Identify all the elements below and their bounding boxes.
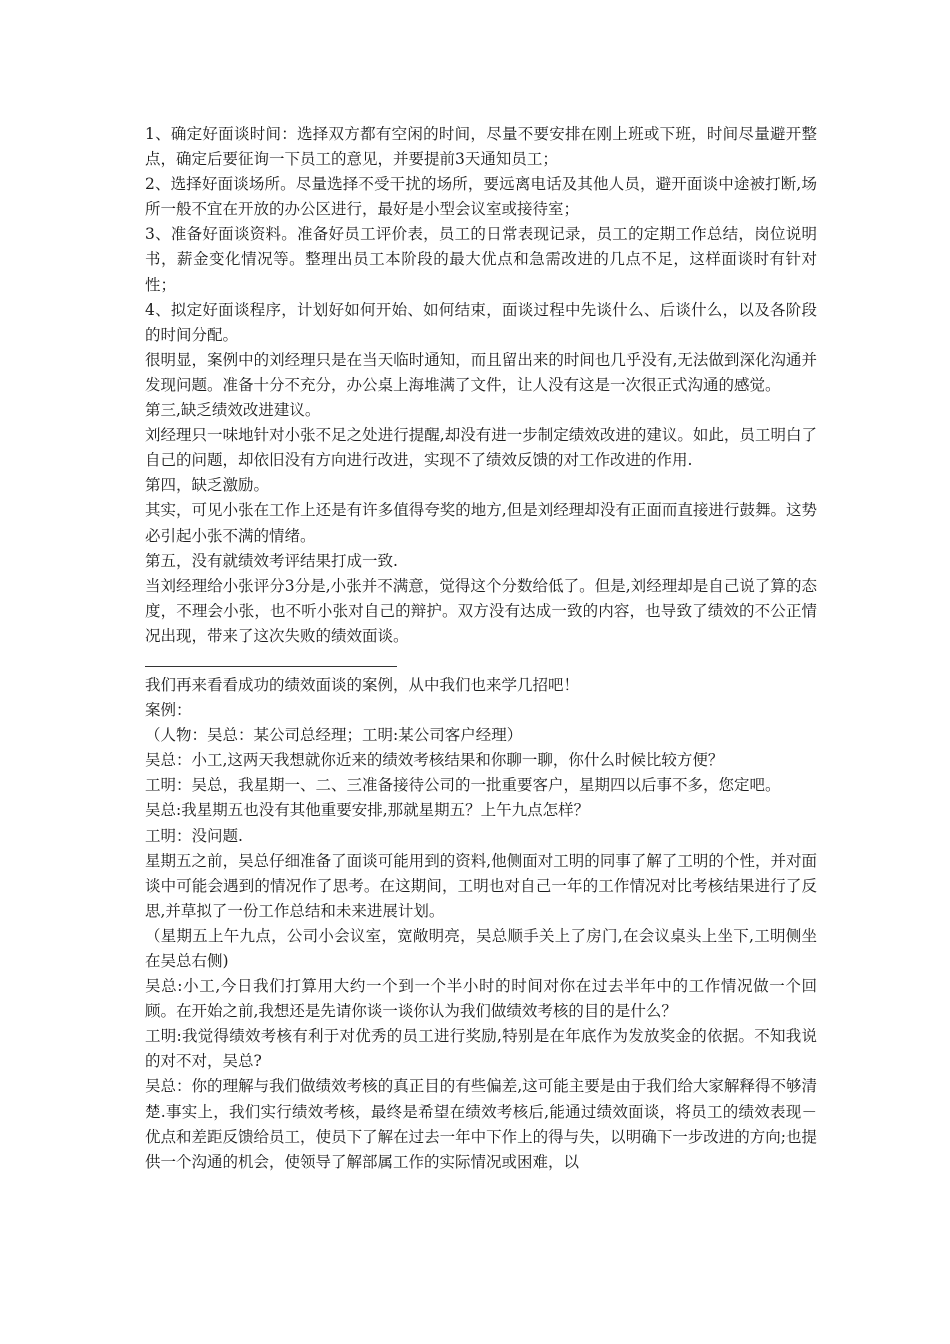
paragraph: 4、拟定好面谈程序，计划好如何开始、如何结束，面谈过程中先谈什么、后谈什么，以及各阶段的时间分配。 <box>145 300 817 344</box>
paragraph: （人物：吴总：某公司总经理；工明:某公司客户经理） <box>145 726 523 745</box>
paragraph: 吴总:小工,今日我们打算用大约一个到一个半小时的时间对你在过去半年中的工作情况做一个回顾。在开始之前,我想还是先请你谈一谈你认为我们做绩效考核的目的是什么？ <box>145 977 817 1021</box>
paragraph: 吴总:我星期五也没有其他重要安排,那就星期五？上午九点怎样？ <box>145 801 590 820</box>
paragraph: 很明显，案例中的刘经理只是在当天临时通知，而且留出来的时间也几乎没有,无法做到深化沟通并发现问题。准备十分不充分，办公桌上海堆满了文件，让人没有这是一次很正式沟通的感觉。 <box>145 350 817 394</box>
paragraph: 工明：吴总，我星期一、二、三准备接待公司的一批重要客户，星期四以后事不多，您定吧。 <box>145 776 781 795</box>
paragraph: 第五，没有就绩效考评结果打成一致. <box>145 551 398 570</box>
paragraph: 星期五之前，吴总仔细准备了面谈可能用到的资料,他侧面对工明的同事了解了工明的个性，并对面谈中可能会遇到的情况作了思考。在这期间，工明也对自己一年的工作情况对比考核结果进行了反思,并草拟了一份工作总结和未来进展计划。 <box>145 851 817 920</box>
paragraph: （星期五上午九点，公司小会议室，宽敞明亮，吴总顺手关上了房门,在会议桌头上坐下,工明侧坐在吴总右侧) <box>145 926 817 970</box>
paragraph: 第三,缺乏绩效改进建议。 <box>145 401 321 420</box>
section-after <box>145 673 817 1175</box>
paragraph: 吴总：小工,这两天我想就你近来的绩效考核结果和你聊一聊，你什么时候比较方便？ <box>145 751 724 770</box>
paragraph: 刘经理只一味地针对小张不足之处进行提醒,却没有进一步制定绩效改进的建议。如此，员工明白了自己的问题，却依旧没有方向进行改进，实现不了绩效反馈的对工作改进的作用. <box>145 426 817 470</box>
paragraph: 案例： <box>145 701 192 720</box>
paragraph: 工明:我觉得绩效考核有利于对优秀的员工进行奖励,特别是在年底作为发放奖金的依据。不知我说的对不对，吴总? <box>145 1027 817 1071</box>
paragraph: 第四，缺乏激励。 <box>145 476 270 495</box>
paragraph: 当刘经理给小张评分3分是,小张并不满意，觉得这个分数给低了。但是,刘经理却是自己说了算的态度，不理会小张，也不听小张对自己的辩护。双方没有达成一致的内容，也导致了绩效的不公正情况出现，带来了这次失败的绩效面谈。 <box>145 576 817 645</box>
paragraph: 我们再来看看成功的绩效面谈的案例，从中我们也来学几招吧！ <box>145 675 580 694</box>
paragraph: 工明：没问题. <box>145 826 243 845</box>
document-body <box>145 122 817 1175</box>
section-divider <box>145 666 397 667</box>
section-before <box>145 122 817 649</box>
paragraph: 3、准备好面谈资料。准备好员工评价表，员工的日常表现记录，员工的定期工作总结，岗位说明书，薪金变化情况等。整理出员工本阶段的最大优点和急需改进的几点不足，这样面谈时有针对性； <box>145 225 817 294</box>
paragraph: 其实，可见小张在工作上还是有许多值得夸奖的地方,但是刘经理却没有正面而直接进行鼓舞。这势必引起小张不满的情绪。 <box>145 501 817 545</box>
paragraph: 吴总：你的理解与我们做绩效考核的真正目的有些偏差,这可能主要是由于我们给大家解释得不够清楚.事实上，我们实行绩效考核，最终是希望在绩效考核后,能通过绩效面谈，将员工的绩效表现－优点和差距反馈给员工，使员下了解在过去一年中下作上的得与失，以明确下一步改进的方向;也提供一个沟通的机会，使领导了解部属工作的实际情况或困难，以 <box>145 1077 817 1171</box>
paragraph: 2、选择好面谈场所。尽量选择不受干扰的场所，要远离电话及其他人员，避开面谈中途被打断,场所一般不宜在开放的办公区进行，最好是小型会议室或接待室； <box>145 175 817 219</box>
paragraph: 1、确定好面谈时间：选择双方都有空闲的时间，尽量不要安排在刚上班或下班，时间尽量避开整点，确定后要征询一下员工的意见，并要提前3天通知员工； <box>145 125 817 169</box>
